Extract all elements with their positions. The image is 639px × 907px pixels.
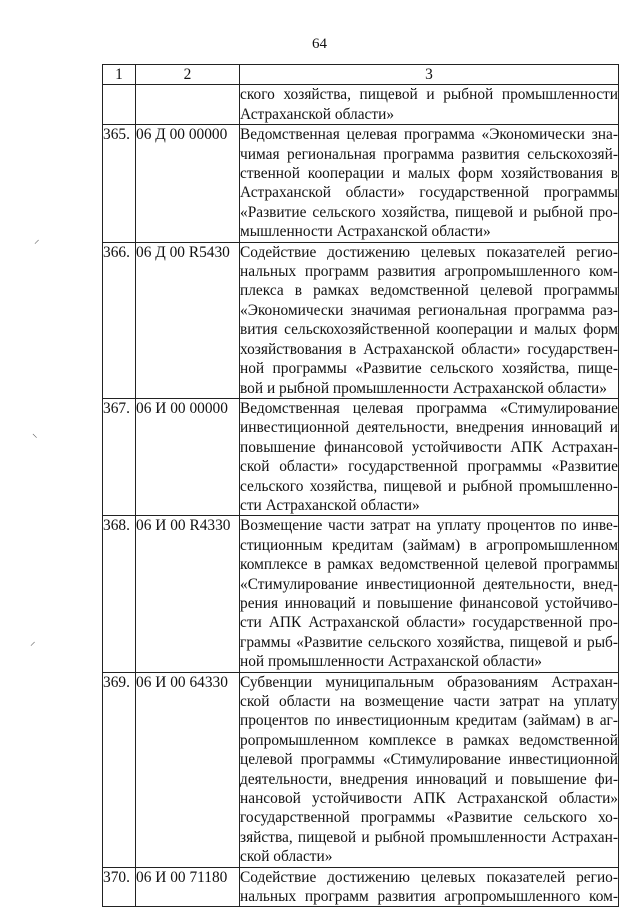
target-article-code: 06 И 00 00000: [136, 398, 240, 515]
description-line: Астраханской области»: [240, 105, 395, 123]
table-row: [103, 125, 619, 242]
description-line: стиционным кредитам (займам) в агропромышленном: [240, 536, 618, 554]
row-number: 369.: [103, 672, 136, 867]
description-line: инвестиционной деятельности, внедрения инноваций и: [240, 419, 618, 437]
program-description: [240, 398, 619, 515]
program-description: [240, 867, 619, 907]
column-header-2: 2: [136, 65, 240, 85]
program-description: [240, 242, 619, 398]
description-line: плекса в рамках ведомственной целевой программы: [240, 282, 618, 300]
column-header-3: 3: [240, 65, 619, 85]
description-line: чимая региональная программа развития сельскохозяй-: [240, 145, 618, 163]
description-line: Возмещение части затрат на уплату процентов по инве-: [240, 517, 618, 535]
column-header-1: 1: [103, 65, 136, 85]
description-line: ропромышленном комплексе в рамках ведомственной: [240, 731, 618, 749]
row-number: 367.: [103, 398, 136, 515]
table-body: [103, 85, 619, 907]
target-article-code: 06 Д 00 R5430: [136, 242, 240, 398]
description-line: хозяйствования в Астраханской области» государствен-: [240, 340, 618, 358]
description-line: процентов по инвестиционным кредитам (займам) в аг-: [240, 712, 618, 730]
row-number: [103, 85, 136, 125]
table-row: [103, 516, 619, 672]
description-line: комплексе в рамках ведомственной целевой программы: [240, 556, 618, 574]
description-line: ной промышленности Астраханской области»: [240, 653, 542, 671]
program-description: [240, 125, 619, 242]
budget-classification-table: [102, 64, 619, 907]
description-line: ского хозяйства, пищевой и рыбной промышленности: [240, 86, 618, 104]
target-article-code: 06 И 00 71180: [136, 867, 240, 907]
table-row: [103, 85, 619, 125]
description-line: Ведомственная целевая программа «Экономически зна-: [240, 126, 618, 144]
page-number: 64: [312, 36, 327, 52]
description-line: нансовой устойчивости АПК Астраханской области»: [240, 790, 618, 808]
target-article-code: 06 И 00 64330: [136, 672, 240, 867]
description-line: нальных программ развития агропромышленного ком-: [240, 888, 618, 906]
scan-mark: ⸜: [32, 427, 38, 440]
description-line: ной программы «Развитие сельского хозяйства, пище-: [240, 360, 618, 378]
description-line: зяйства, пищевой и рыбной промышленности Астрахан-: [240, 828, 618, 846]
description-line: вой и рыбной промышленности Астраханской области»: [240, 379, 607, 397]
description-line: нальных программ развития агропромышленного ком-: [240, 263, 618, 281]
description-line: ской области» государственной программы «Развитие: [240, 458, 618, 476]
description-line: вития сельскохозяйственной кооперации и малых форм: [240, 321, 618, 339]
row-number: 366.: [103, 242, 136, 398]
description-line: «Развитие сельского хозяйства, пищевой и рыбной про-: [240, 203, 618, 221]
program-description: [240, 672, 619, 867]
description-line: повышение финансовой устойчивости АПК Астрахан-: [240, 438, 618, 456]
description-line: рения инноваций и повышение финансовой устойчиво-: [240, 594, 618, 612]
table-header-row: [103, 65, 619, 85]
description-line: «Экономически значимая региональная программа раз-: [240, 301, 618, 319]
description-line: Содействие достижению целевых показателей регио-: [240, 243, 618, 261]
table-row: [103, 242, 619, 398]
target-article-code: 06 И 00 R4330: [136, 516, 240, 672]
description-line: ственной кооперации и малых форм хозяйствования в: [240, 165, 618, 183]
scan-mark: ⸝: [34, 233, 40, 246]
description-line: государственной программы «Развитие сельского хо-: [240, 809, 618, 827]
description-line: Ведомственная целевая программа «Стимулирование: [240, 399, 618, 417]
row-number: 365.: [103, 125, 136, 242]
target-article-code: [136, 85, 240, 125]
description-line: сти АПК Астраханской области» государственной про-: [240, 614, 618, 632]
description-line: «Стимулирование инвестиционной деятельности, внед-: [240, 575, 618, 593]
table-row: [103, 398, 619, 515]
description-line: ской области на возмещение части затрат на уплату: [240, 693, 618, 710]
description-line: Содействие достижению целевых показателей регио-: [240, 868, 618, 886]
table-row: [103, 867, 619, 907]
description-line: деятельности, внедрения инноваций и повышение фи-: [240, 770, 618, 788]
target-article-code: 06 Д 00 00000: [136, 125, 240, 242]
row-number: 368.: [103, 516, 136, 672]
description-line: Субвенции муниципальным образованиям Астрахан-: [240, 673, 618, 691]
description-line: ской области»: [240, 848, 333, 866]
program-description: [240, 516, 619, 672]
description-line: мышленности Астраханской области»: [240, 223, 491, 241]
table-row: [103, 672, 619, 867]
program-description: [240, 85, 619, 125]
scan-mark: ⸝: [30, 635, 36, 648]
row-number: 370.: [103, 867, 136, 907]
description-line: сельского хозяйства, пищевой и рыбной промышленно-: [240, 477, 618, 495]
description-line: сти Астраханской области»: [240, 496, 420, 514]
description-line: Астраханской области» государственной программы: [240, 184, 618, 202]
description-line: граммы «Развитие сельского хозяйства, пищевой и рыб-: [240, 633, 618, 651]
description-line: целевой программы «Стимулирование инвестиционной: [240, 751, 618, 769]
